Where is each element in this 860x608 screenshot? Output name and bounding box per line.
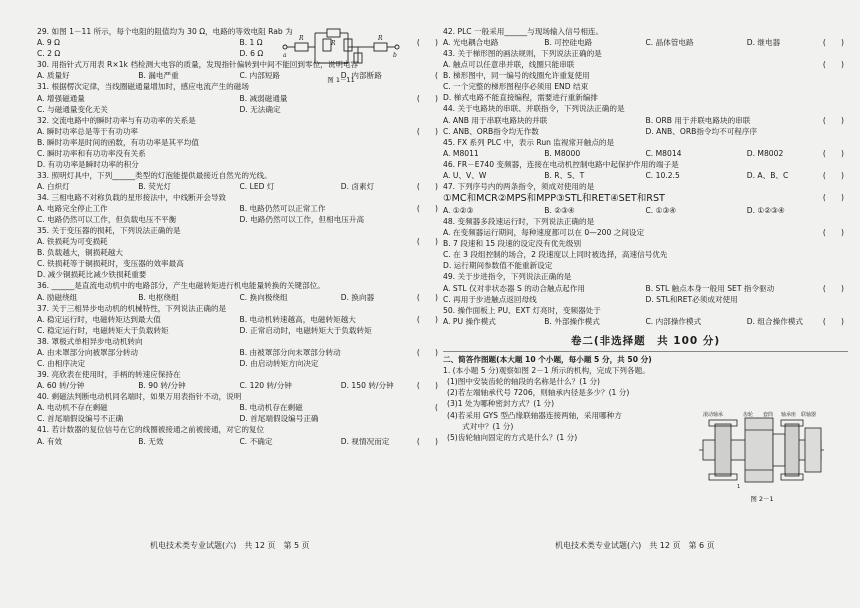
- answer-option[interactable]: B. 可控硅电路: [544, 38, 593, 48]
- answer-paren: ( ): [822, 60, 844, 70]
- resistor-label: R: [331, 40, 336, 47]
- answer-option[interactable]: B. 减弱磁通量: [239, 93, 288, 103]
- option-group: [443, 283, 848, 305]
- answer-paren: ( ): [416, 348, 438, 358]
- option-group: [37, 402, 442, 424]
- answer-option[interactable]: C. 10.2.5: [645, 171, 680, 181]
- question-stem: 46. FR－E740 变频器，连接在电动机控制电路中起保护作用的端子是: [443, 159, 679, 169]
- answer-option[interactable]: D. 梯式电路不能直接编程，需要进行重新编排: [443, 93, 598, 103]
- question-stem: 29. 如图 1－11 所示，每个电阻的阻值均为 30 Ω，电路的等效电阻 Rab 为: [37, 27, 293, 36]
- answer-option[interactable]: D. ①②③④: [746, 206, 785, 216]
- option-group: [37, 292, 442, 303]
- option-group: [443, 115, 848, 137]
- answer-option[interactable]: B. R、S、T: [544, 171, 585, 181]
- answer-option[interactable]: A. 瞬时功率总是等于有功功率: [37, 126, 139, 136]
- answer-option[interactable]: C. 电路仍然可以工作，但负载电压不平衡: [37, 215, 177, 225]
- answer-option[interactable]: D. A、B、C: [746, 171, 789, 181]
- option-group: [37, 181, 442, 192]
- answer-option[interactable]: D. 组合操作模式: [746, 316, 803, 326]
- answer-option[interactable]: D. 由启动转矩方向决定: [239, 359, 319, 369]
- question-stem: 47. 下列序号内的两条指令，须成对使用的是: [443, 182, 595, 192]
- answer-paren: ( ): [416, 436, 438, 446]
- answer-option[interactable]: A. 增强磁通量: [37, 93, 85, 103]
- answer-option[interactable]: A. PU 操作模式: [443, 316, 496, 326]
- answer-option[interactable]: C. 瞬时功率和有功功率没有关系: [37, 148, 146, 158]
- question-stem: 34. 三相电路不对称负载的星形接法中，中线断开会导致: [37, 193, 227, 203]
- question-stem: 38. 罩极式单相异步电动机转向: [37, 336, 143, 346]
- answer-option[interactable]: B. 电动机转速越高，电磁转矩越大: [239, 314, 356, 324]
- answer-option[interactable]: C. ANB、ORB指令均无作数: [443, 126, 539, 136]
- figure-caption: 图 2－1: [750, 495, 774, 503]
- question-stem: 30. 用指针式万用表 R×1k 档检测大电容的质量，发现指针偏转到中间不能回到零位，说明电容: [37, 60, 359, 70]
- answer-paren: ( ): [416, 182, 438, 192]
- answer-option[interactable]: D. 无法确定: [239, 104, 281, 114]
- answer-option[interactable]: B. 荧光灯: [138, 182, 172, 192]
- answer-option[interactable]: B. 电动机存在剩磁: [239, 403, 303, 413]
- answer-option[interactable]: C. 2 Ω: [37, 49, 61, 59]
- answer-paren: ( ): [416, 93, 438, 103]
- sub-question: 式对中？(1 分): [447, 421, 514, 431]
- option-group: [37, 203, 442, 225]
- answer-option[interactable]: A. 由未罩部分向被罩部分转动: [37, 348, 139, 358]
- part-label: 滚动轴承: [703, 412, 724, 418]
- answer-option[interactable]: D. 首尾端假设编号正确: [239, 414, 319, 424]
- option-group: [443, 205, 848, 216]
- option-group: [37, 236, 442, 280]
- answer-option[interactable]: C. 首尾端假设编号不正确: [37, 414, 124, 424]
- answer-paren: ( ): [416, 126, 438, 136]
- question-stem: 49. 关于步进指令，下列说法正确的是: [443, 272, 572, 282]
- option-group: [443, 148, 848, 159]
- part-label: 轴承座: [781, 412, 797, 418]
- answer-option[interactable]: B. 7 段速和 15 段速的设定没有优先级别: [443, 239, 582, 249]
- question-stem: 44. 关于电路块的串联、并联指令，下列说法正确的是: [443, 104, 625, 114]
- answer-paren: ( ): [822, 171, 844, 181]
- answer-option[interactable]: C. 由相序决定: [37, 359, 86, 369]
- part-label: 联轴器: [801, 412, 817, 418]
- question-stem: 45. FX 系列 PLC 中，表示 Run 监视常开触点的是: [443, 137, 615, 147]
- answer-option[interactable]: D. M8002: [746, 148, 784, 158]
- answer-option[interactable]: B. 外部操作模式: [544, 316, 600, 326]
- sub-section-title: 二、简答作图题(本大题 10 个小题，每小题 5 分，共 50 分): [443, 351, 848, 365]
- answer-paren: ( ): [416, 314, 438, 324]
- answer-option[interactable]: B. 负载越大，铜损耗越大: [37, 248, 123, 258]
- answer-option[interactable]: D. 电路仍然可以工作，但相电压升高: [239, 215, 365, 225]
- answer-option[interactable]: A. ANB 用于串联电路块的并联: [443, 115, 548, 125]
- answer-option[interactable]: B. 1 Ω: [239, 38, 263, 48]
- answer-option[interactable]: C. ①③④: [645, 206, 677, 216]
- question-stem: 43. 关于梯形图的画法规则，下列说法正确的是: [443, 49, 602, 59]
- answer-paren: ( ): [822, 193, 844, 203]
- figure-1-11: [282, 27, 400, 84]
- resistor-label: R: [299, 35, 304, 42]
- option-group: [443, 37, 848, 48]
- question-stem: 32. 交流电路中的瞬时功率与有功功率的关系是: [37, 115, 196, 125]
- answer-option[interactable]: A. 白炽灯: [37, 182, 70, 192]
- answer-option[interactable]: D. 有功功率是瞬时功率的积分: [37, 159, 139, 169]
- answer-option[interactable]: C. 内部短路: [239, 71, 281, 81]
- answer-option[interactable]: B. 由被罩部分向未罩部分转动: [239, 348, 341, 358]
- sub-question: (3)1 处为哪种密封方式？(1 分): [447, 399, 555, 409]
- option-group: [443, 227, 848, 271]
- node-a-label: a: [283, 52, 287, 59]
- sub-question: (1)图中安装齿轮的轴段的名称是什么？(1 分): [447, 377, 601, 387]
- answer-option[interactable]: C. 120 转/分钟: [239, 381, 292, 391]
- option-group: [443, 59, 848, 103]
- figure-2-1: [697, 410, 827, 503]
- part-label: 齿轮: [743, 412, 754, 418]
- left-column: [37, 26, 442, 447]
- answer-option[interactable]: A. 铁损耗为可变损耗: [37, 237, 108, 247]
- answer-option[interactable]: A. 60 转/分钟: [37, 381, 85, 391]
- answer-option[interactable]: C. M8014: [645, 148, 682, 158]
- option-group: [37, 436, 442, 447]
- answer-option[interactable]: A. 有效: [37, 436, 63, 446]
- answer-option[interactable]: C. 一个完整的梯形图程序必须用 END 结束: [443, 82, 589, 92]
- answer-paren: ( ): [416, 237, 438, 247]
- sub-question: (2)若左端轴承代号 7206，则轴承内径是多少？(1 分): [447, 388, 630, 398]
- answer-option[interactable]: A. 在变频器运行期间，每种速度都可以在 0—200 之间设定: [443, 228, 645, 238]
- answer-paren: (: [435, 71, 438, 81]
- section-title: 卷二(非选择题 共 100 分): [570, 334, 721, 347]
- answer-option[interactable]: B. 电路仍然可以正常工作: [239, 204, 326, 214]
- answer-option[interactable]: D. 卤素灯: [340, 182, 375, 192]
- part-label: 套筒: [763, 412, 774, 418]
- answer-option[interactable]: B. 电枢绕组: [138, 292, 179, 302]
- answer-option[interactable]: A. 9 Ω: [37, 38, 60, 48]
- answer-option[interactable]: A. 电动机不存在剩磁: [37, 403, 108, 413]
- answer-option[interactable]: D. 运行期间参数值不能重新设定: [443, 261, 553, 271]
- answer-option[interactable]: B. 90 转/分钟: [138, 381, 186, 391]
- question-stem: 33. 照明灯具中，下列______类型的灯泡能提供最接近自然光的光线。: [37, 170, 272, 180]
- option-group: [37, 347, 442, 369]
- answer-option[interactable]: C. 再用于步进触点返回母线: [443, 294, 537, 304]
- option-group: [37, 93, 442, 115]
- sub-question: (4)若采用 GYS 型凸缘联轴器连接两轴，采用哪种方: [447, 410, 622, 420]
- question-stem: 42. PLC 一般采用______与现场输入信号相连。: [443, 27, 604, 36]
- answer-option[interactable]: B. 瞬时功率是时间的函数，有功功率是其平均值: [37, 137, 199, 147]
- question-intro: 1. (本小题 5 分)观察如图 2－1 所示的机构，完成下列各题。: [443, 365, 650, 375]
- question-stem: 50. 操作面板上 PU、EXT 灯亮时，变频器处于: [443, 305, 601, 315]
- answer-option[interactable]: C. 与磁通量变化无关: [37, 104, 108, 114]
- answer-option[interactable]: C. 内部操作模式: [645, 316, 702, 326]
- answer-option[interactable]: C. 铁损耗等于铜损耗时，变压器的效率最高: [37, 259, 184, 269]
- page-footer-right: 机电技术类专业试题(六) 共 12 页 第 6 页: [555, 541, 715, 550]
- shaft-assembly-diagram: [697, 410, 827, 490]
- answer-option[interactable]: A. 励磁绕组: [37, 292, 78, 302]
- answer-option[interactable]: B. STL 触点本身一般用 SET 指令驱动: [645, 283, 775, 293]
- answer-option[interactable]: C. 换向极绕组: [239, 292, 288, 302]
- answer-option[interactable]: B. 漏电严重: [138, 71, 179, 81]
- answer-option[interactable]: D. 6 Ω: [239, 49, 264, 59]
- answer-option[interactable]: A. 光电耦合电路: [443, 38, 499, 48]
- answer-option[interactable]: D. 正常启动时，电磁转矩大于负载转矩: [239, 325, 372, 335]
- question-stem: 40. 剩磁法判断电动机同名端时，如果万用表指针不动，说明: [37, 392, 242, 402]
- answer-option[interactable]: B. 无效: [138, 436, 164, 446]
- question-stem: 31. 根据楞次定律，当线圈磁通量增加时，感应电流产生的磁场: [37, 82, 249, 92]
- answer-option[interactable]: D. 视情况而定: [340, 436, 390, 446]
- question-stem: 41. 若计数器的复位信号在它的线圈被接通之前被接通，对它的复位: [37, 425, 265, 435]
- answer-option[interactable]: B. ②③④: [544, 206, 575, 216]
- answer-paren: ( ): [822, 228, 844, 238]
- answer-option[interactable]: D. ANB、ORB指令均不可程序序: [645, 126, 758, 136]
- figure-caption: 图 1－11: [327, 76, 355, 84]
- question-stem: 37. 关于三相异步电动机的机械特性，下列说法正确的是: [37, 303, 227, 313]
- ordered-instruction-list: ①MC和MCR②MPS和MPP③STL和RET④SET和RST: [443, 193, 665, 205]
- right-column: [443, 26, 848, 443]
- answer-option[interactable]: D. 换向器: [340, 292, 375, 302]
- answer-option[interactable]: A. 质量好: [37, 71, 70, 81]
- answer-paren: ( ): [416, 38, 438, 48]
- answer-option[interactable]: C. 不确定: [239, 436, 273, 446]
- question-stem: 39. 亮欣表在使用时，手柄的转速应保持在: [37, 370, 181, 380]
- answer-option[interactable]: A. U、V、W: [443, 171, 487, 181]
- answer-option[interactable]: D. 继电器: [746, 38, 781, 48]
- answer-paren: ( ): [822, 115, 844, 125]
- answer-paren: ( ): [416, 204, 438, 214]
- answer-paren: ( ): [416, 381, 438, 391]
- option-group: [37, 380, 442, 391]
- question-stem: 36. ______是直流电动机中的电路部分，产生电磁转矩进行机电能量转换的关键部位。: [37, 281, 325, 291]
- part-label: 1: [737, 484, 741, 490]
- answer-option[interactable]: C. LED 灯: [239, 182, 275, 192]
- option-group: [443, 170, 848, 181]
- answer-paren: (: [435, 403, 438, 413]
- node-b-label: b: [393, 52, 397, 59]
- sub-question: (5)齿轮轴向固定的方式是什么？(1 分): [447, 433, 578, 443]
- answer-option[interactable]: A. 电路完全停止工作: [37, 204, 108, 214]
- answer-paren: ( ): [822, 148, 844, 158]
- option-group: [37, 126, 442, 170]
- answer-option[interactable]: C. 稳定运行时，电磁转矩大于负载转矩: [37, 325, 169, 335]
- resistor-label: R: [378, 35, 383, 42]
- option-group: [37, 314, 442, 336]
- answer-option[interactable]: D. STL和RET必须成对使用: [645, 294, 738, 304]
- answer-option[interactable]: B. M8000: [544, 148, 581, 158]
- answer-option[interactable]: B. ORB 用于并联电路块的串联: [645, 115, 751, 125]
- answer-paren: ( ): [822, 283, 844, 293]
- answer-paren: ( ): [822, 38, 844, 48]
- answer-option[interactable]: B. 梯形图中，同一编号的线圈允许重复使用: [443, 71, 590, 81]
- answer-option[interactable]: A. M8011: [443, 148, 479, 158]
- answer-option[interactable]: D. 150 转/分钟: [340, 381, 394, 391]
- answer-option[interactable]: A. 稳定运行时，电磁转矩达到最大值: [37, 314, 161, 324]
- resistor-network-diagram: [282, 27, 400, 71]
- answer-option[interactable]: D. 减少铜损耗比减少铁损耗重要: [37, 270, 147, 280]
- answer-paren: ( ): [822, 316, 844, 326]
- answer-option[interactable]: A. 触点可以任意串并联，线圈只能串联: [443, 60, 575, 70]
- answer-paren: ( ): [416, 292, 438, 302]
- page-footer-left: 机电技术类专业试题(六) 共 12 页 第 5 页: [150, 541, 310, 550]
- answer-option[interactable]: A. ①②③: [443, 206, 474, 216]
- answer-option[interactable]: C. 在 3 段组控制的场合，2 段速度以上同时被选择，高速信号优先: [443, 250, 668, 260]
- answer-option[interactable]: D. 内部断路: [340, 71, 382, 81]
- answer-option[interactable]: C. 晶体管电路: [645, 38, 694, 48]
- question-stem: 35. 关于变压器的损耗，下列说法正确的是: [37, 226, 181, 236]
- question-stem: 48. 变频器多段速运行时，下列说法正确的是: [443, 217, 595, 227]
- option-group: [443, 316, 848, 327]
- answer-option[interactable]: A. STL 仅对非状态器 S 的动合触点起作用: [443, 283, 585, 293]
